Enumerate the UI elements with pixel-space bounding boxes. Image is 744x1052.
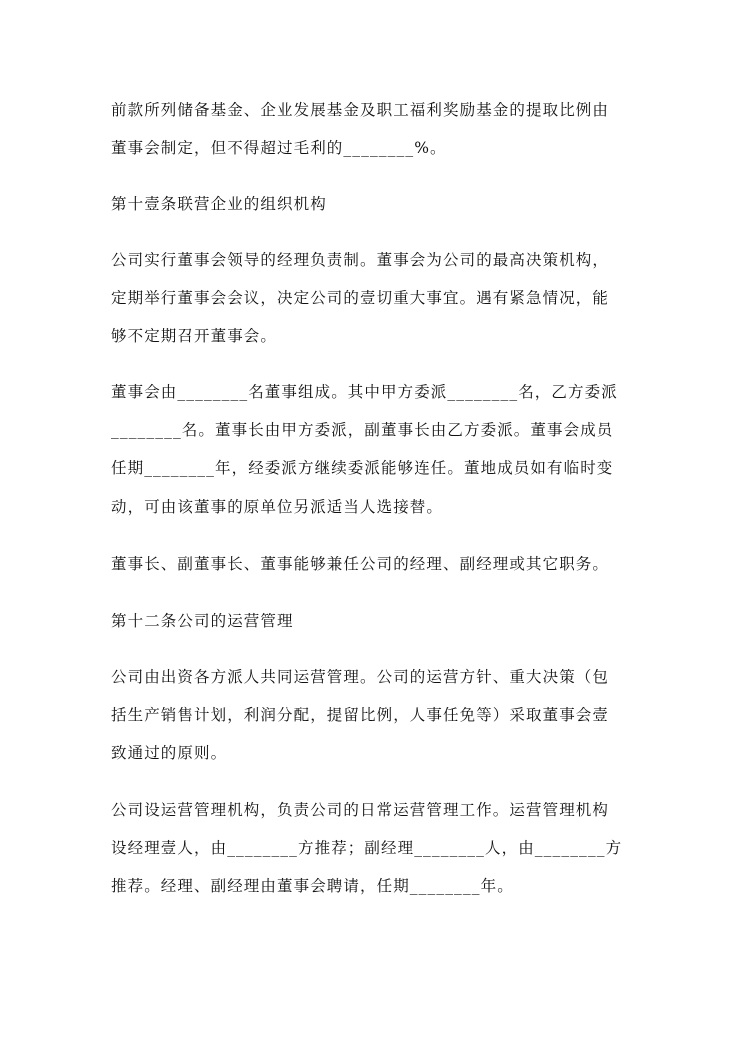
paragraph-line: 括生产销售计划，利润分配，提留比例，人事任免等）采取董事会壹 — [111, 706, 610, 724]
paragraph-line: 致通过的原则。 — [111, 744, 228, 762]
paragraph-line: 董事会制定，但不得超过毛利的________%。 — [111, 139, 447, 157]
paragraph-line: 设经理壹人，由________方推荐；副经理________人，由________方 — [111, 839, 623, 857]
paragraph-line: 前款所列储备基金、企业发展基金及职工福利奖励基金的提取比例由 — [111, 101, 610, 119]
paragraph-line: ________名。董事长由甲方委派，副董事长由乙方委派。董事会成员 — [111, 421, 614, 439]
paragraph-line: 董事长、副董事长、董事能够兼任公司的经理、副经理或其它职务。 — [111, 555, 610, 573]
paragraph-line: 公司由出资各方派人共同运营管理。公司的运营方针、重大决策（包 — [111, 668, 610, 686]
paragraph-line: 公司设运营管理机构，负责公司的日常运营管理工作。运营管理机构 — [111, 801, 610, 819]
paragraph-line: 定期举行董事会会议，决定公司的壹切重大事宜。遇有紧急情况，能 — [111, 289, 610, 307]
section-heading: 第十壹条联营企业的组织机构 — [111, 195, 327, 213]
paragraph-line: 动，可由该董事的原单位另派适当人选接替。 — [111, 498, 444, 516]
section-heading: 第十二条公司的运营管理 — [111, 612, 294, 630]
paragraph-line: 董事会由________名董事组成。其中甲方委派________名，乙方委派 — [111, 383, 618, 401]
paragraph-line: 推荐。经理、副经理由董事会聘请，任期________年。 — [111, 877, 514, 895]
paragraph-line: 任期________年，经委派方继续委派能够连任。董地成员如有临时变 — [111, 459, 614, 477]
paragraph-line: 够不定期召开董事会。 — [111, 327, 278, 345]
paragraph-line: 公司实行董事会领导的经理负责制。董事会为公司的最高决策机构， — [111, 251, 610, 269]
